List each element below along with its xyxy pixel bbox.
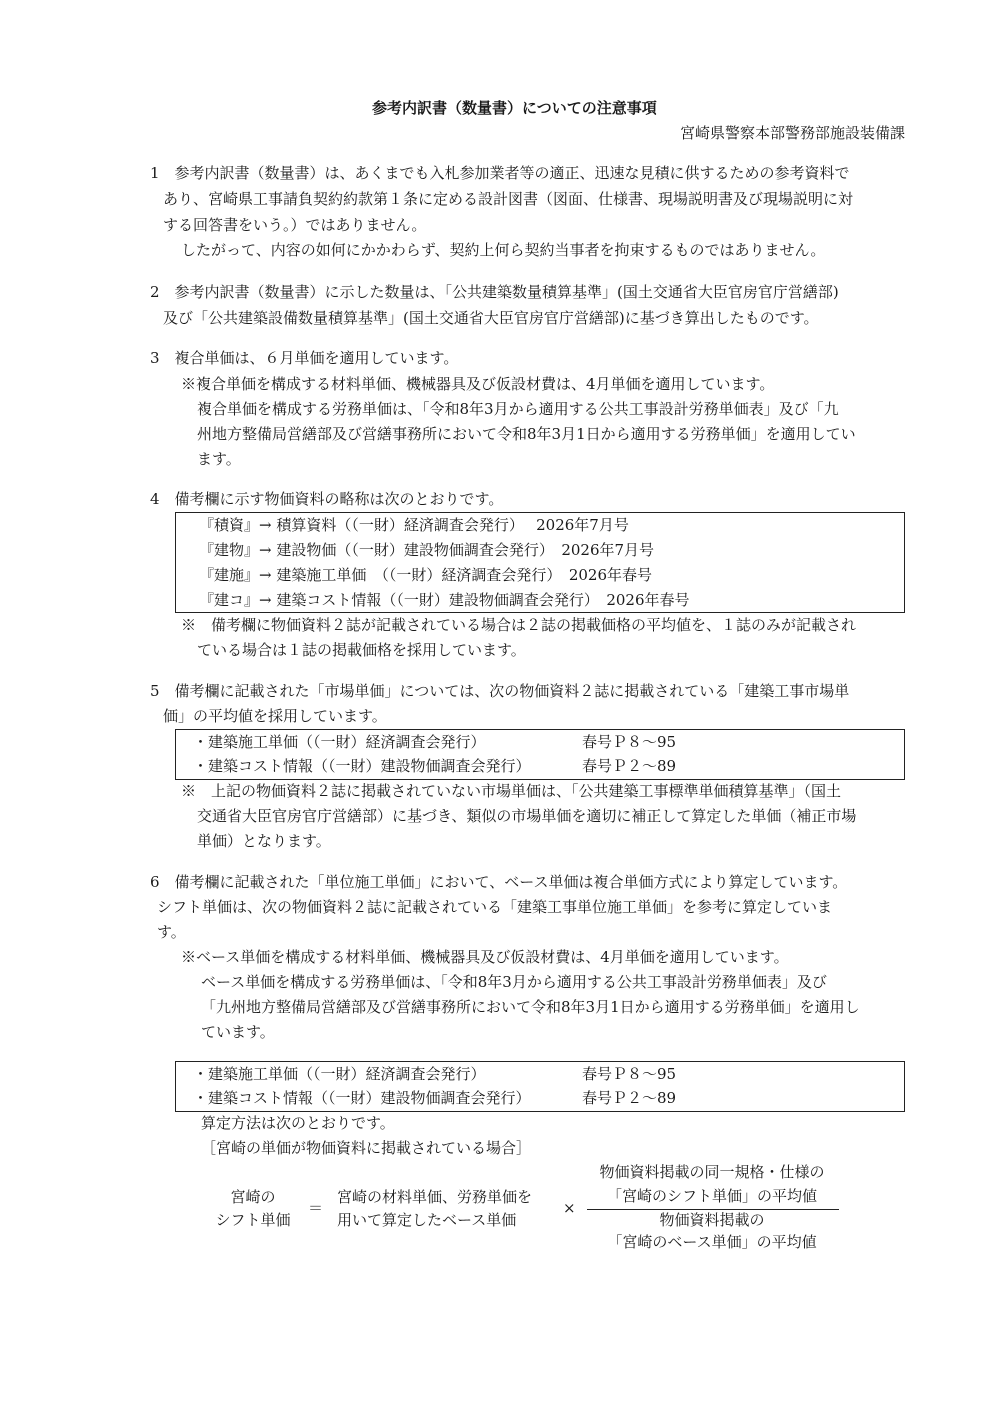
section-5-note-1: ※ 上記の物価資料２誌に掲載されていない市場単価は、「公共建築工事標準単価積算基準」（国土 [181, 782, 842, 800]
section-1-line-1: 1 参考内訳書（数量書）は、あくまでも入札参加業者等の適正、迅速な見積に供するための参考資料で [150, 164, 850, 182]
section-5-line-1: 5 備考欄に記載された「市場単価」については、次の物価資料２誌に掲載されている「建築工事市場単 [150, 682, 850, 700]
section-6-line-2: シフト単価は、次の物価資料２誌に記載されている「建築工事単位施工単価」を参考に算定していま [157, 898, 833, 916]
section-3-line-2: ※複合単価を構成する材料単価、機械器具及び仮設材費は、4月単価を適用しています。 [181, 375, 775, 393]
section-6-line-7: ています。 [201, 1023, 275, 1041]
section-6-line-5: ベース単価を構成する労務単価は、「令和8年3月から適用する公共工事設計労務単価表」及び [201, 973, 827, 991]
source-page: 春号Ｐ８～95 [582, 733, 677, 751]
abbreviation-item: 『建コ』→ 建築コスト情報（（一財）建設物価調査会発行） 2026年春号 [199, 591, 690, 609]
formula-lhs-line-2: シフト単価 [215, 1211, 291, 1229]
formula-term-line-2: 用いて算定したベース単価 [337, 1211, 517, 1229]
equals-sign: ＝ [308, 1199, 324, 1217]
section-6-line-4: ※ベース単価を構成する材料単価、機械器具及び仮設材費は、4月単価を適用しています。 [181, 948, 789, 966]
section-1-line-4: したがって、内容の如何にかかわらず、契約上何ら契約当事者を拘束するものではありません。 [181, 241, 826, 259]
section-3-line-4: 州地方整備局営繕部及び営繕事務所において令和8年3月1日から適用する労務単価」を適用してい [197, 425, 856, 443]
source-name: ・建築施工単価（（一財）経済調査会発行） [193, 733, 486, 751]
section-4-note-2: ている場合は１誌の掲載価格を採用しています。 [197, 641, 526, 659]
multiply-sign: × [563, 1199, 576, 1217]
section-6-line-3: す。 [157, 923, 186, 941]
formula-lhs-line-1: 宮崎の [230, 1188, 276, 1206]
section-1-line-2: あり、宮崎県工事請負契約約款第１条に定める設計図書（図面、仕様書、現場説明書及び現場説明に対 [163, 190, 854, 208]
formula-denominator-line-2: 「宮崎のベース単価」の平均値 [607, 1233, 817, 1251]
formula-numerator-line-1: 物価資料掲載の同一規格・仕様の [599, 1163, 825, 1181]
abbreviation-item: 『建物』→ 建設物価（（一財）建設物価調査会発行） 2026年7月号 [199, 541, 655, 559]
abbreviation-item: 『積資』→ 積算資料（（一財）経済調査会発行） 2026年7月号 [199, 516, 629, 534]
fraction-bar [587, 1209, 839, 1210]
section-5-note-3: 単価）となります。 [197, 832, 331, 850]
formula-denominator-line-1: 物価資料掲載の [659, 1211, 765, 1229]
section-3-line-1: 3 複合単価は、６月単価を適用しています。 [150, 349, 459, 367]
section-6-line-6: 「九州地方整備局営繕部及び営繕事務所において令和8年3月1日から適用する労務単価」を適用し [201, 998, 860, 1016]
section-2-line-1: 2 参考内訳書（数量書）に示した数量は、「公共建築数量積算基準」(国土交通省大臣官房官庁営繕部) [150, 283, 839, 301]
method-case-label: ［宮崎の単価が物価資料に掲載されている場合］ [201, 1139, 532, 1157]
section-5-note-2: 交通省大臣官房官庁営繕部）に基づき、類似の市場単価を適切に補正して算定した単価（補正市場 [197, 807, 857, 825]
source-name: ・建築コスト情報（（一財）建設物価調査会発行） [193, 1089, 531, 1107]
abbreviation-item: 『建施』→ 建築施工単価 （（一財）経済調査会発行） 2026年春号 [199, 566, 653, 584]
section-3-line-3: 複合単価を構成する労務単価は、「令和8年3月から適用する公共工事設計労務単価表」及び「九 [197, 400, 839, 418]
source-name: ・建築コスト情報（（一財）建設物価調査会発行） [193, 757, 531, 775]
page-title: 参考内訳書（数量書）についての注意事項 [372, 99, 657, 117]
section-3-line-5: ます。 [197, 450, 241, 468]
section-4-line-1: 4 備考欄に示す物価資料の略称は次のとおりです。 [150, 490, 504, 508]
formula-term-line-1: 宮崎の材料単価、労務単価を [337, 1188, 533, 1206]
section-5-line-2: 価」の平均値を採用しています。 [163, 707, 387, 725]
method-intro: 算定方法は次のとおりです。 [201, 1114, 395, 1132]
source-name: ・建築施工単価（（一財）経済調査会発行） [193, 1065, 486, 1083]
source-page: 春号Ｐ２～89 [582, 1089, 677, 1107]
section-2-line-2: 及び「公共建築設備数量積算基準」(国土交通省大臣官房官庁営繕部)に基づき算出したものです。 [163, 309, 819, 327]
department-name: 宮崎県警察本部警務部施設装備課 [679, 124, 905, 142]
source-page: 春号Ｐ２～89 [582, 757, 677, 775]
section-4-note-1: ※ 備考欄に物価資料２誌が記載されている場合は２誌の掲載価格の平均値を、１誌のみが記載され [181, 616, 857, 634]
source-page: 春号Ｐ８～95 [582, 1065, 677, 1083]
section-6-line-1: 6 備考欄に記載された「単位施工単価」において、ベース単価は複合単価方式により算定しています。 [150, 873, 848, 891]
section-1-line-3: する回答書をいう。）ではありません。 [163, 216, 427, 234]
formula-numerator-line-2: 「宮崎のシフト単価」の平均値 [606, 1187, 817, 1205]
